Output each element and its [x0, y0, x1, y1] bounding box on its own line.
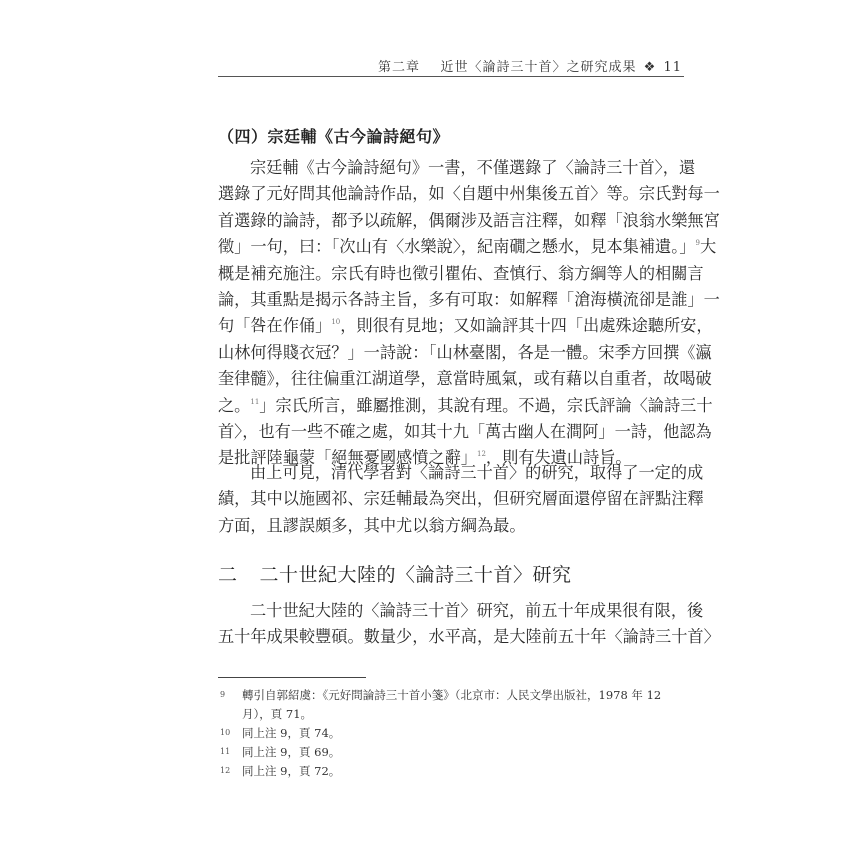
footnote-10	[218, 724, 688, 743]
running-head-chapter: 第二章	[377, 60, 420, 75]
text-line: 概是補充施注。宗氏有時也徵引瞿佑、查慎行、翁方綱等人的相關言	[218, 263, 704, 283]
text-line: 論，其重點是揭示各詩主旨，多有可取：如解釋「滄海橫流卻是誰」一	[218, 289, 720, 309]
footnote-divider	[218, 677, 366, 678]
footnote-12	[218, 762, 688, 781]
text-line: 宗廷輔《古今論詩絕句》一書，不僅選錄了〈論詩三十首〉，還	[250, 158, 696, 177]
text-line: 首選錄的論詩，都予以疏解，偶爾涉及語言注釋，如釋「浪翁水樂無宮	[218, 210, 720, 230]
text-line: 選錄了元好問其他論詩作品，如〈自題中州集後五首〉等。宗氏對每一	[218, 184, 720, 204]
chapter-section-heading	[218, 560, 572, 587]
section-heading: （四）宗廷輔《古今論詩絕句》	[218, 127, 450, 146]
footnote-number: 12	[220, 766, 231, 775]
text-line: 首〉，也有一些不確之處，如其十九「萬古幽人在澗阿」一詩，他認為	[218, 421, 712, 441]
footnote-ref[interactable]: 12	[477, 450, 486, 459]
footnote-11	[218, 743, 688, 762]
footnote-number: 10	[220, 728, 231, 737]
footnote-ref[interactable]: 9	[695, 239, 700, 248]
footnote-text: 轉引自郭紹虞：《元好問論詩三十首小箋》（北京市：人民文學出版社，1978 年 12	[242, 688, 662, 702]
running-head-title: 近世〈論詩三十首〉之研究成果	[440, 60, 637, 75]
footnote-9	[218, 686, 688, 724]
footnote-text: 同上注 9，頁 69。	[242, 745, 341, 759]
text-line: 山林何得賤衣冠？」一詩說：「山林臺閣，各是一體。宋季方回撰《瀛	[218, 342, 712, 362]
text-line: 方面，且謬誤頗多，其中尤以翁方綱為最。	[218, 515, 526, 535]
text-line: 績，其中以施國祁、宗廷輔最為突出，但研究層面還停留在評點注釋	[218, 489, 704, 509]
text-line: 是批評陸龜蒙「絕無憂國感憤之辭」$^{12}$，則有失遺山詩旨。	[218, 448, 632, 468]
paragraph-twentieth-century	[218, 598, 720, 651]
footnote-text: 月），頁 71。	[242, 707, 313, 721]
footnote-ref[interactable]: 10	[331, 318, 341, 327]
text-line: 之。$^{11}$」宗氏所言，雖屬推測，其說有理。不過，宗氏評論〈論詩三十	[218, 395, 713, 415]
paragraph-summary	[218, 460, 704, 539]
footnote-number: 11	[220, 747, 231, 756]
page-number: 11	[663, 60, 682, 75]
footnote-text: 同上注 9，頁 74。	[242, 726, 341, 740]
footnote-number: 9	[220, 690, 226, 699]
paragraph-zong-tingfu	[218, 155, 720, 472]
text-line: 奎律髓》，往往偏重江湖道學，意當時風氣，或有藉以自重者，故喝破	[218, 369, 712, 389]
running-head-text	[378, 56, 682, 75]
running-head	[218, 54, 684, 77]
section-number: 二	[218, 564, 238, 586]
text-line: 五十年成果較豐碩。數量少，水平高，是大陸前五十年〈論詩三十首〉	[218, 627, 720, 647]
ornament-icon: ❖	[643, 60, 657, 75]
text-line: 二十世紀大陸的〈論詩三十首〉研究，前五十年成果很有限，後	[250, 601, 704, 620]
text-line: 句「咎在作俑」$^{10}$，則很有見地；又如論評其十四「出處殊途聽所安，	[218, 316, 713, 336]
footnote-text: 同上注 9，頁 72。	[242, 764, 341, 778]
text-line: 由上可見，清代學者對〈論詩三十首〉的研究，取得了一定的成	[250, 463, 704, 482]
text-line: 徵」一句，曰：「次山有〈水樂說〉，紀南礀之懸水，見本集補遺。」$^9$大	[218, 237, 717, 257]
section-title: 二十世紀大陸的〈論詩三十首〉研究	[259, 564, 572, 586]
footnotes	[218, 686, 688, 781]
footnote-ref[interactable]: 11	[250, 397, 260, 406]
